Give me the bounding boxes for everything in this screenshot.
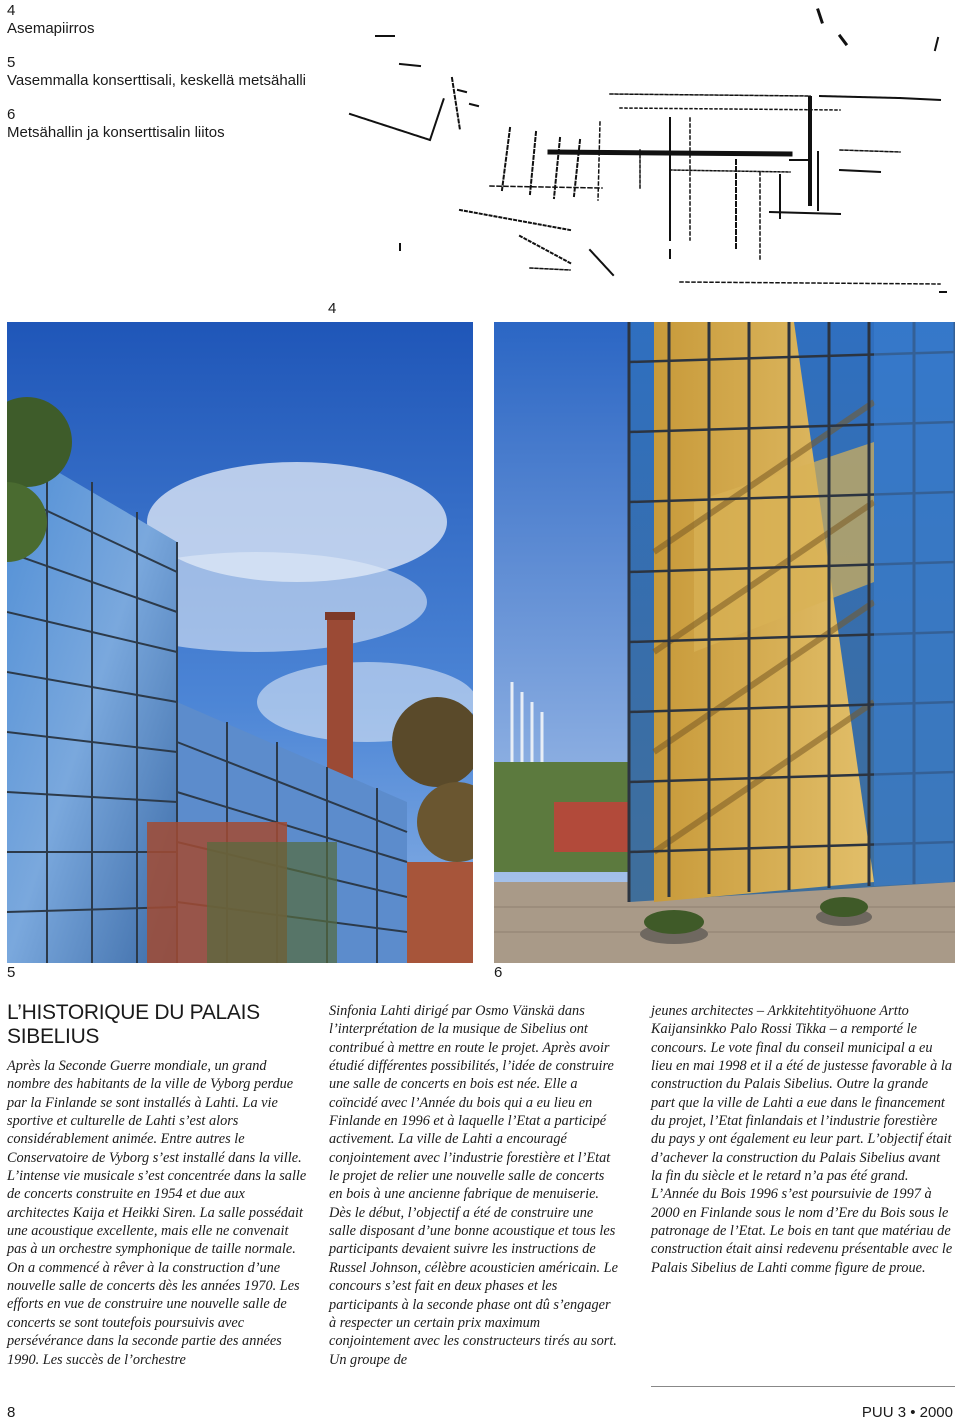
footer-rule — [651, 1386, 955, 1387]
caption-number: 4 — [7, 2, 16, 19]
page-number: 8 — [7, 1404, 16, 1421]
caption-text: Vasemmalla konserttisali, keskellä metsähalli — [7, 72, 307, 89]
caption-number: 5 — [7, 54, 16, 71]
photo-concert-hall-forest-hall — [7, 322, 473, 963]
article-column-2: Sinfonia Lahti dirigé par Osmo Vänskä dans l’interprétation de la musique de Sibelius ont contribué à mettre en route le projet. Après avoir étudié différentes possibilités, l’idée de construire une salle de concerts en bois est née. Elle a coïncidé avec l’Année du bois qui a eu lieu en Finlande en 1996 et à laquelle l’Etat a participé activement. La ville de Lahti a encouragé conjointement avec l’industrie forestière et l’Etat le projet de relier une nouvelle salle de concerts en bois à une ancienne fabrique de menuiserie. Dès le début, l’objectif a été de construire une salle disposant d’une bonne acoustique et tous les participants devaient suivre les instructions de Russel Johnson, célèbre acousticien américain. Le concours s’est fait en deux phases et les participants à la seconde phase ont dû s’engager à respecter un certain prix maximum conjointement avec les constructeurs tirés au sort. Un groupe de — [329, 1003, 618, 1368]
article-heading: L’HISTORIQUE DU PALAIS SIBELIUS — [7, 1001, 260, 1048]
caption-4 — [7, 2, 95, 38]
caption-number: 6 — [7, 106, 16, 123]
article-column-3: jeunes architectes – Arkkitehtityöhuone Artto Kaijansinkko Palo Rossi Tikka – a remporté le concours. Le vote final du conseil municipal a eu lieu en mai 1998 et il a été de justesse favorable à la construction du Palais Sibelius. Outre la grande part que la ville de Lahti a eue dans le financement du projet, l’Etat finlandais et l’industrie forestière du pays y ont également eu leur part. L’objectif était d’achever la construction du Palais Sibelius avant la fin du siècle et le retard n’a pas été grand. L’Année du Bois 1996 s’est poursuivie de 1997 à 2000 en Finlande sous le nom d’Ere du Bois sous le patronage de l’Etat. Le bois en tant que matériau de construction était ainsi redevenu présentable avec le Palais Sibelius de Lahti comme figure de proue. — [651, 1003, 953, 1276]
caption-5 — [7, 54, 306, 90]
caption-6 — [7, 106, 225, 142]
photo-forest-hall-concert-hall-junction — [494, 322, 955, 963]
figure-number-5: 5 — [7, 964, 16, 981]
site-plan-drawing — [340, 0, 960, 300]
caption-text: Asemapiirros — [7, 20, 95, 37]
caption-text: Metsähallin ja konserttisalin liitos — [7, 124, 225, 141]
figure-number-4: 4 — [328, 300, 337, 317]
publication-issue: PUU 3 • 2000 — [861, 1404, 953, 1421]
figure-number-6: 6 — [494, 964, 503, 981]
article-column-1: Après la Seconde Guerre mondiale, un grand nombre des habitants de la ville de Vyborg perdue par la Finlande se sont installés à Lahti. La vie sportive et culturelle de Lahti s’est alors considérablement animée. Entre autres le Conservatoire de Vyborg s’est installé dans la ville. L’intense vie musicale s’est concentrée dans la salle de concerts construite en 1954 et due aux architectes Kaija et Heikki Siren. La salle possédait une acoustique excellente, mais elle ne convenait pas à un orchestre symphonique de taille normale. On a commencé à rêver à la construction d’une nouvelle salle de concerts dès les années 1970. Les efforts en vue de construire une nouvelle salle de concerts se sont toutefois poursuivis avec persévérance dans la seconde partie des années 1990. Les succès de l’orchestre — [7, 1058, 307, 1368]
